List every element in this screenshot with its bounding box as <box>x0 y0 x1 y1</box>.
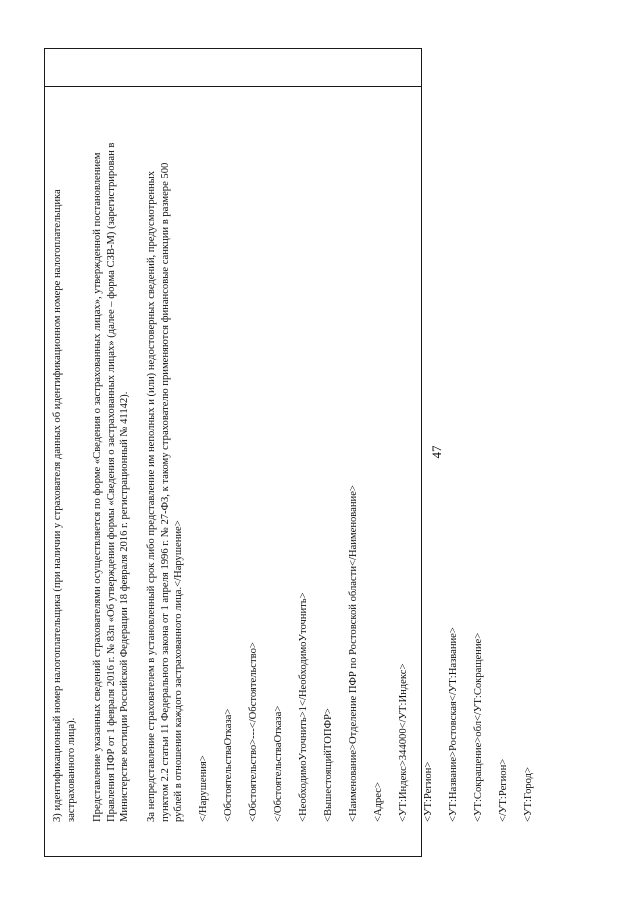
xml-line-2: <ОбстоятельстваОтказа> <box>223 708 235 822</box>
text-line-6: За непредставление страхователем в установленный срок либо представление им неполных и (или) недостоверных сведений, предусмотренных <box>145 170 157 822</box>
text-line-2: застрахованного лица). <box>65 717 77 822</box>
page-number: 47 <box>429 445 444 459</box>
xml-line-8: <Адрес> <box>373 782 385 822</box>
xml-line-6: <ВышестоящийТОПФР> <box>323 708 335 822</box>
text-line-1: 3) идентификационный номер налогоплательщика (при наличии у страхователя данных об идентификационном номере налогоплательщика <box>52 189 63 822</box>
xml-line-1: </Нарушения> <box>198 755 210 822</box>
xml-line-3: <Обстоятельство>---</Обстоятельство> <box>248 642 260 822</box>
text-line-3: Представление указанных сведений страхователями осуществляется по форме «Сведения о застрахованных лицах», утвержденной постановлением <box>92 152 104 822</box>
text-line-7: пунктом 2.2 статьи 11 Федерального закона от 1 апреля 1996 г. № 27-ФЗ, к такому страхователю применяются финансовые санкции в размере 500 <box>159 162 171 822</box>
xml-line-14: <УТ:Город> <box>522 766 534 822</box>
xml-line-13: </УТ:Регион> <box>497 758 509 822</box>
xml-line-9: <УТ:Индекс>344000</УТ:Индекс> <box>398 663 410 822</box>
xml-line-10: <УТ:Регион> <box>423 761 434 822</box>
xml-line-12: <УТ:Сокращение>обл</УТ:Сокращение> <box>472 632 484 822</box>
text-line-5: Министерстве юстиции Российской Федерации 18 февраля 2016 г. регистрационный № 41142). <box>119 391 131 822</box>
xml-line-7: <Наименование>Отделение ПФР по Ростовской области</Наименование> <box>348 485 360 822</box>
text-line-8: рублей в отношении каждого застрахованного лица.</Нарушение> <box>173 520 185 822</box>
xml-line-4: </ОбстоятельстваОтказа> <box>273 705 285 822</box>
xml-line-5: <НеобходимоУточнить>1</НеобходимоУточнить> <box>298 592 310 822</box>
text-line-4: Правления ПФР от 1 февраля 2016 г. № 83п «Об утверждении формы «Сведения о застрахованных лицах» (далее – форма СЗВ-М) (зарегистрирован в <box>105 142 117 822</box>
xml-line-11: <УТ:Название>Ростовская</УТ:Название> <box>447 627 459 822</box>
